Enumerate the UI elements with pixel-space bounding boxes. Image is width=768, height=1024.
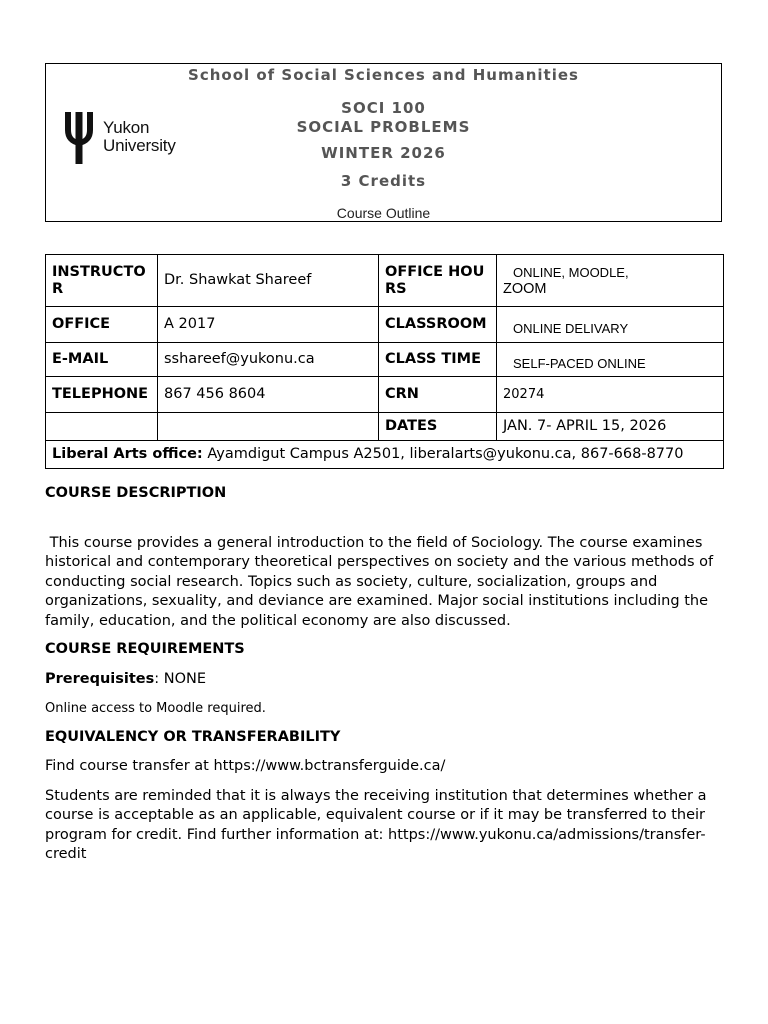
email-label: E-MAIL <box>46 343 158 377</box>
classroom-value <box>497 307 724 343</box>
course-code: SOCI 100 <box>341 99 426 117</box>
table-row <box>46 441 724 469</box>
dates-label: DATES <box>379 413 497 441</box>
liberal-arts-label: Liberal Arts office: <box>52 446 203 462</box>
outline-content <box>45 484 725 865</box>
class-time-label: CLASS TIME <box>379 343 497 377</box>
telephone-label: TELEPHONE <box>46 377 158 413</box>
course-info-table <box>45 254 724 469</box>
email-value: sshareef@yukonu.ca <box>158 343 379 377</box>
term: WINTER 2026 <box>321 144 446 162</box>
equivalency-heading: EQUIVALENCY OR TRANSFERABILITY <box>45 728 341 745</box>
classroom-value-text: ONLINE DELIVARY <box>513 321 629 336</box>
office-hours-value <box>497 255 724 307</box>
logo-text-line1: Yukon <box>103 118 150 137</box>
class-time-value <box>497 343 724 377</box>
course-requirements-heading: COURSE REQUIREMENTS <box>45 641 245 657</box>
liberal-arts-office <box>46 441 724 469</box>
liberal-arts-value: Ayamdigut Campus A2501, liberalarts@yukonu.ca, 867-668-8770 <box>202 446 684 462</box>
office-value: A 2017 <box>158 307 379 343</box>
instructor-label: INSTRUCTOR <box>46 255 158 307</box>
office-hours-value-line1: ONLINE, MOODLE, <box>513 264 629 280</box>
empty-cell <box>158 413 379 441</box>
course-header <box>45 63 722 222</box>
course-description-heading: COURSE DESCRIPTION <box>45 485 227 501</box>
crn-label: CRN <box>379 377 497 413</box>
table-row <box>46 377 724 413</box>
crn-value: 20274 <box>497 377 724 413</box>
dates-value: JAN. 7- APRIL 15, 2026 <box>497 413 724 441</box>
table-row <box>46 413 724 441</box>
prerequisites-value: : NONE <box>154 670 207 687</box>
table-row <box>46 343 724 377</box>
class-time-value-text: SELF-PACED ONLINE <box>513 356 646 371</box>
table-row <box>46 255 724 307</box>
classroom-label: CLASSROOM <box>379 307 497 343</box>
office-hours-value-line2: ZOOM <box>503 280 547 297</box>
empty-cell <box>46 413 158 441</box>
instructor-value: Dr. Shawkat Shareef <box>158 255 379 307</box>
credits: 3 Credits <box>340 172 427 190</box>
office-hours-label: OFFICE HOURS <box>379 255 497 307</box>
table-row <box>46 307 724 343</box>
course-title: SOCIAL PROBLEMS <box>296 118 471 136</box>
prerequisites-label: Prerequisites <box>45 670 155 687</box>
transfer-reminder-text: Students are reminded that it is always the receiving institution that determines whether a course is acceptable as an applicable, equivalent course or if it may be transferred to their program for credit. Find further information at: https://www.yukonu.ca/admissions/transfer-credit <box>45 787 707 862</box>
telephone-value: 867 456 8604 <box>158 377 379 413</box>
online-access-note: Online access to Moodle required. <box>45 701 266 716</box>
prerequisites <box>45 670 725 690</box>
logo-text-line2: University <box>103 136 176 155</box>
course-description-text: This course provides a general introduction to the field of Sociology. The course examines historical and contemporary theoretical perspectives on society and the various methods of conducting social research. Topics such as society, culture, socialization, groups and organizations, sexuality, and deviance are examined. Major social institutions including the family, education, and the political economy are also discussed. <box>45 534 718 629</box>
school-name: School of Social Sciences and Humanities <box>188 66 579 84</box>
office-label: OFFICE <box>46 307 158 343</box>
transfer-guide-text: Find course transfer at https://www.bctransferguide.ca/ <box>45 758 446 774</box>
course-outline-label: Course Outline <box>336 205 431 221</box>
